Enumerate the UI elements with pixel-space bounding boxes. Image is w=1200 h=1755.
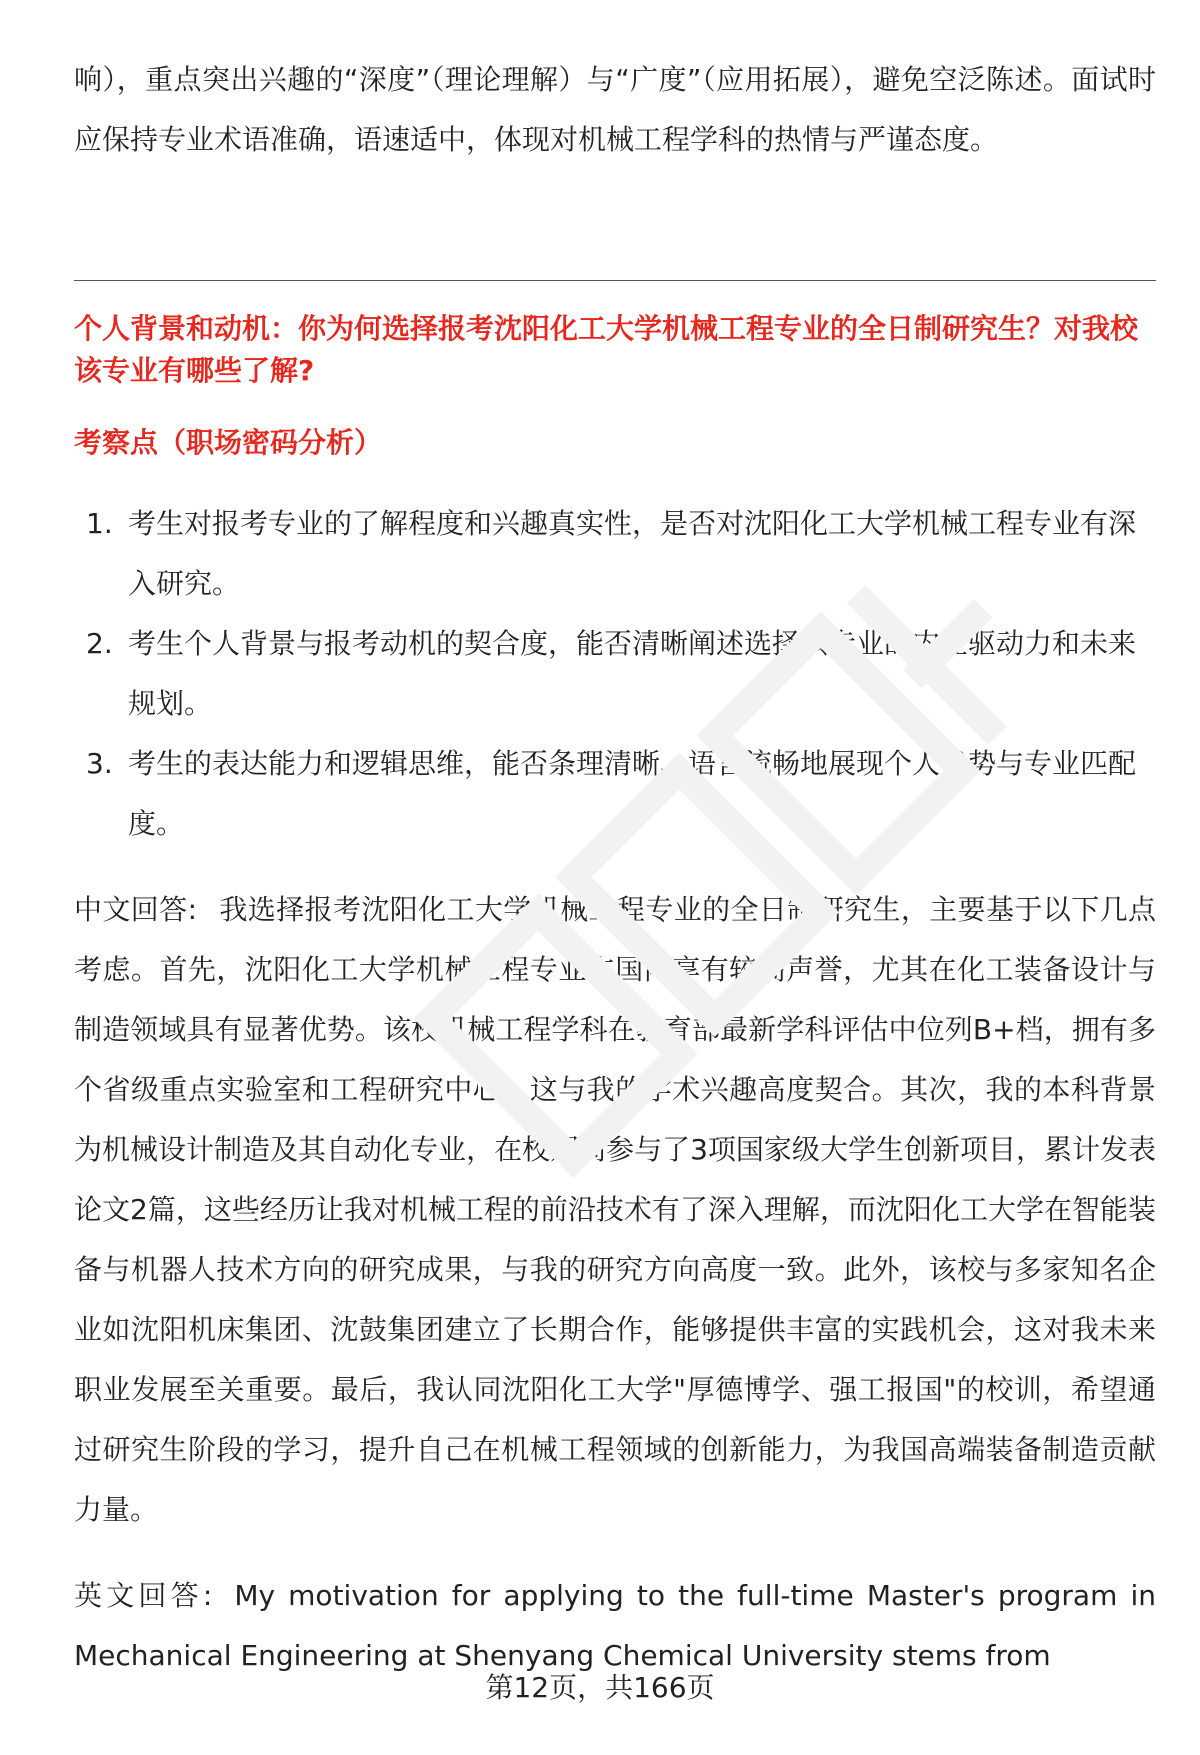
exam-point-text: 考生个人背景与报考动机的契合度，能否清晰阐述选择该专业的内在驱动力和未来规划。	[128, 627, 1137, 720]
exam-point-item	[74, 734, 1156, 854]
english-answer-label: 英文回答:	[74, 1579, 213, 1612]
chinese-answer-text: 我选择报考沈阳化工大学机械工程专业的全日制研究生，主要基于以下几点考虑。首先，沈阳化工大学机械工程专业在国内享有较高声誉，尤其在化工装备设计与制造领域具有显著优势。该校机械工程学科在教育部最新学科评估中位列B+档，拥有多个省级重点实验室和工程研究中心，这与我的学术兴趣高度契合。其次，我的本科背景为机械设计制造及其自动化专业，在校期间参与了3项国家级大学生创新项目，累计发表论文2篇，这些经历让我对机械工程的前沿技术有了深入理解，而沈阳化工大学在智能装备与机器人技术方向的研究成果，与我的研究方向高度一致。此外，该校与多家知名企业如沈阳机床集团、沈鼓集团建立了长期合作，能够提供丰富的实践机会，这对我未来职业发展至关重要。最后，我认同沈阳化工大学"厚德博学、强工报国"的校训，希望通过研究生阶段的学习，提升自己在机械工程领域的创新能力，为我国高端装备制造贡献力量。	[74, 893, 1156, 1526]
exam-point-number: 3.	[86, 747, 113, 780]
exam-point-text: 考生对报考专业的了解程度和兴趣真实性，是否对沈阳化工大学机械工程专业有深入研究。	[128, 507, 1137, 600]
question-heading: 个人背景和动机：你为何选择报考沈阳化工大学机械工程专业的全日制研究生？对我校该专业有哪些了解?	[74, 312, 1139, 387]
page-footer: 第12页，共166页	[485, 1671, 715, 1704]
chinese-answer	[74, 880, 1156, 1540]
english-answer-text: My motivation for applying to the full-time Master's program in Mechanical Engineering at Shenyang Chemical University stems from	[74, 1579, 1157, 1672]
exam-point-number: 2.	[86, 627, 113, 660]
intro-paragraph: 响），重点突出兴趣的“深度”（理论理解）与“广度”（应用拓展），避免空泛陈述。面试时应保持专业术语准确，语速适中，体现对机械工程学科的热情与严谨态度。	[74, 63, 1156, 156]
section-divider	[74, 280, 1156, 281]
exam-point-number: 1.	[86, 507, 113, 540]
exam-point-item	[74, 614, 1156, 734]
exam-points-list	[74, 494, 1156, 854]
exam-point-item	[74, 494, 1156, 614]
exam-points-heading: 考察点（职场密码分析）	[74, 426, 383, 459]
exam-point-text: 考生的表达能力和逻辑思维，能否条理清晰、语言流畅地展现个人优势与专业匹配度。	[128, 747, 1137, 840]
chinese-answer-label: 中文回答:	[74, 893, 198, 926]
